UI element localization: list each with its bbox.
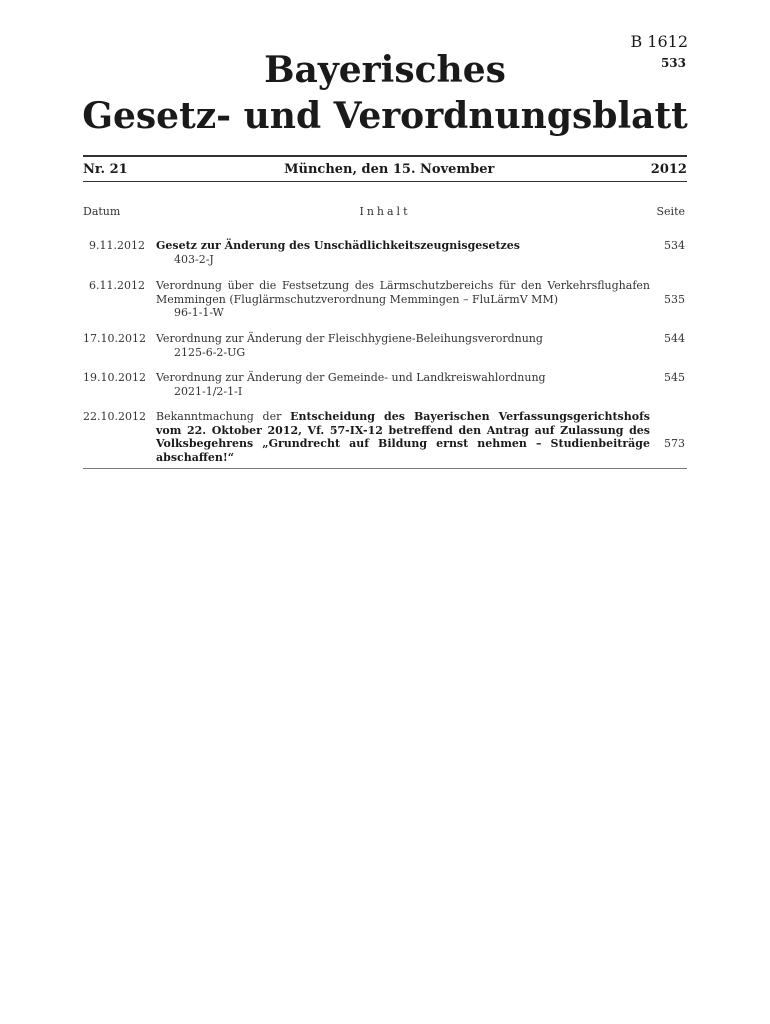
column-date: Datum [83,205,121,218]
entry-page: 573 [664,437,685,450]
entry-code: 2021-1/2-1-I [174,384,243,398]
entry-code: 2125-6-2-UG [174,345,246,359]
entry-text-bold: Gesetz zur Änderung des Unschädlichkeitszeugnisgesetzes [156,239,520,252]
entry-text [156,371,650,398]
entry-page: 545 [664,371,685,384]
entry-code: 403-2-J [174,252,214,266]
entry-code: 96-1-1-W [174,306,224,319]
top-rule [83,155,687,157]
place-date: München, den 15. November [284,162,495,177]
entry-date: 22.10.2012 [83,410,146,423]
entry-text [156,410,650,464]
entry-page: 534 [664,239,685,252]
entry-text [156,332,650,359]
issue-header [83,162,687,177]
entry-text-plain: Verordnung zur Änderung der Fleischhygiene-Beleihungsverordnung [156,332,543,345]
bottom-rule [83,468,687,469]
column-content: Inhalt [359,205,411,218]
entry-text-plain: Bekanntmachung der [156,410,291,423]
column-page: Seite [656,205,685,218]
entry-date: 9.11.2012 [89,239,145,252]
entry-date: 6.11.2012 [89,279,145,292]
issue-year: 2012 [650,162,687,177]
entry-page: 535 [664,292,685,306]
entry-date: 19.10.2012 [83,371,146,384]
issue-number: Nr. 21 [83,162,128,177]
title-line-2: Gesetz- und Verordnungsblatt [82,95,688,137]
entry-text-bold: Entscheidung des Bayerischen Verfassungsgerichtshofs vom 22. Oktober 2012, Vf. 57-IX-12 betreffend den Antrag auf Zulassung des Volksbegehrens „Grundrecht auf Bildung ernst nehmen – Studienbeiträge abschaffen!“ [156,410,650,464]
header-rule [83,181,687,182]
title-line-1: Bayerisches [264,49,506,91]
entry-page: 544 [664,332,685,345]
entry-text [156,279,650,320]
entry-date: 17.10.2012 [83,332,146,345]
entry-text-plain: Verordnung zur Änderung der Gemeinde- und Landkreiswahlordnung [156,371,546,384]
series-code: B 1612 [630,32,688,51]
page-number: 533 [660,56,686,70]
entry-text-plain: Verordnung über die Festsetzung des Lärmschutzbereichs für den Verkehrsflughafen Memmingen (Fluglärmschutzverordnung Memmingen – FluLärmV MM) [156,279,650,306]
entry-text [156,239,650,266]
